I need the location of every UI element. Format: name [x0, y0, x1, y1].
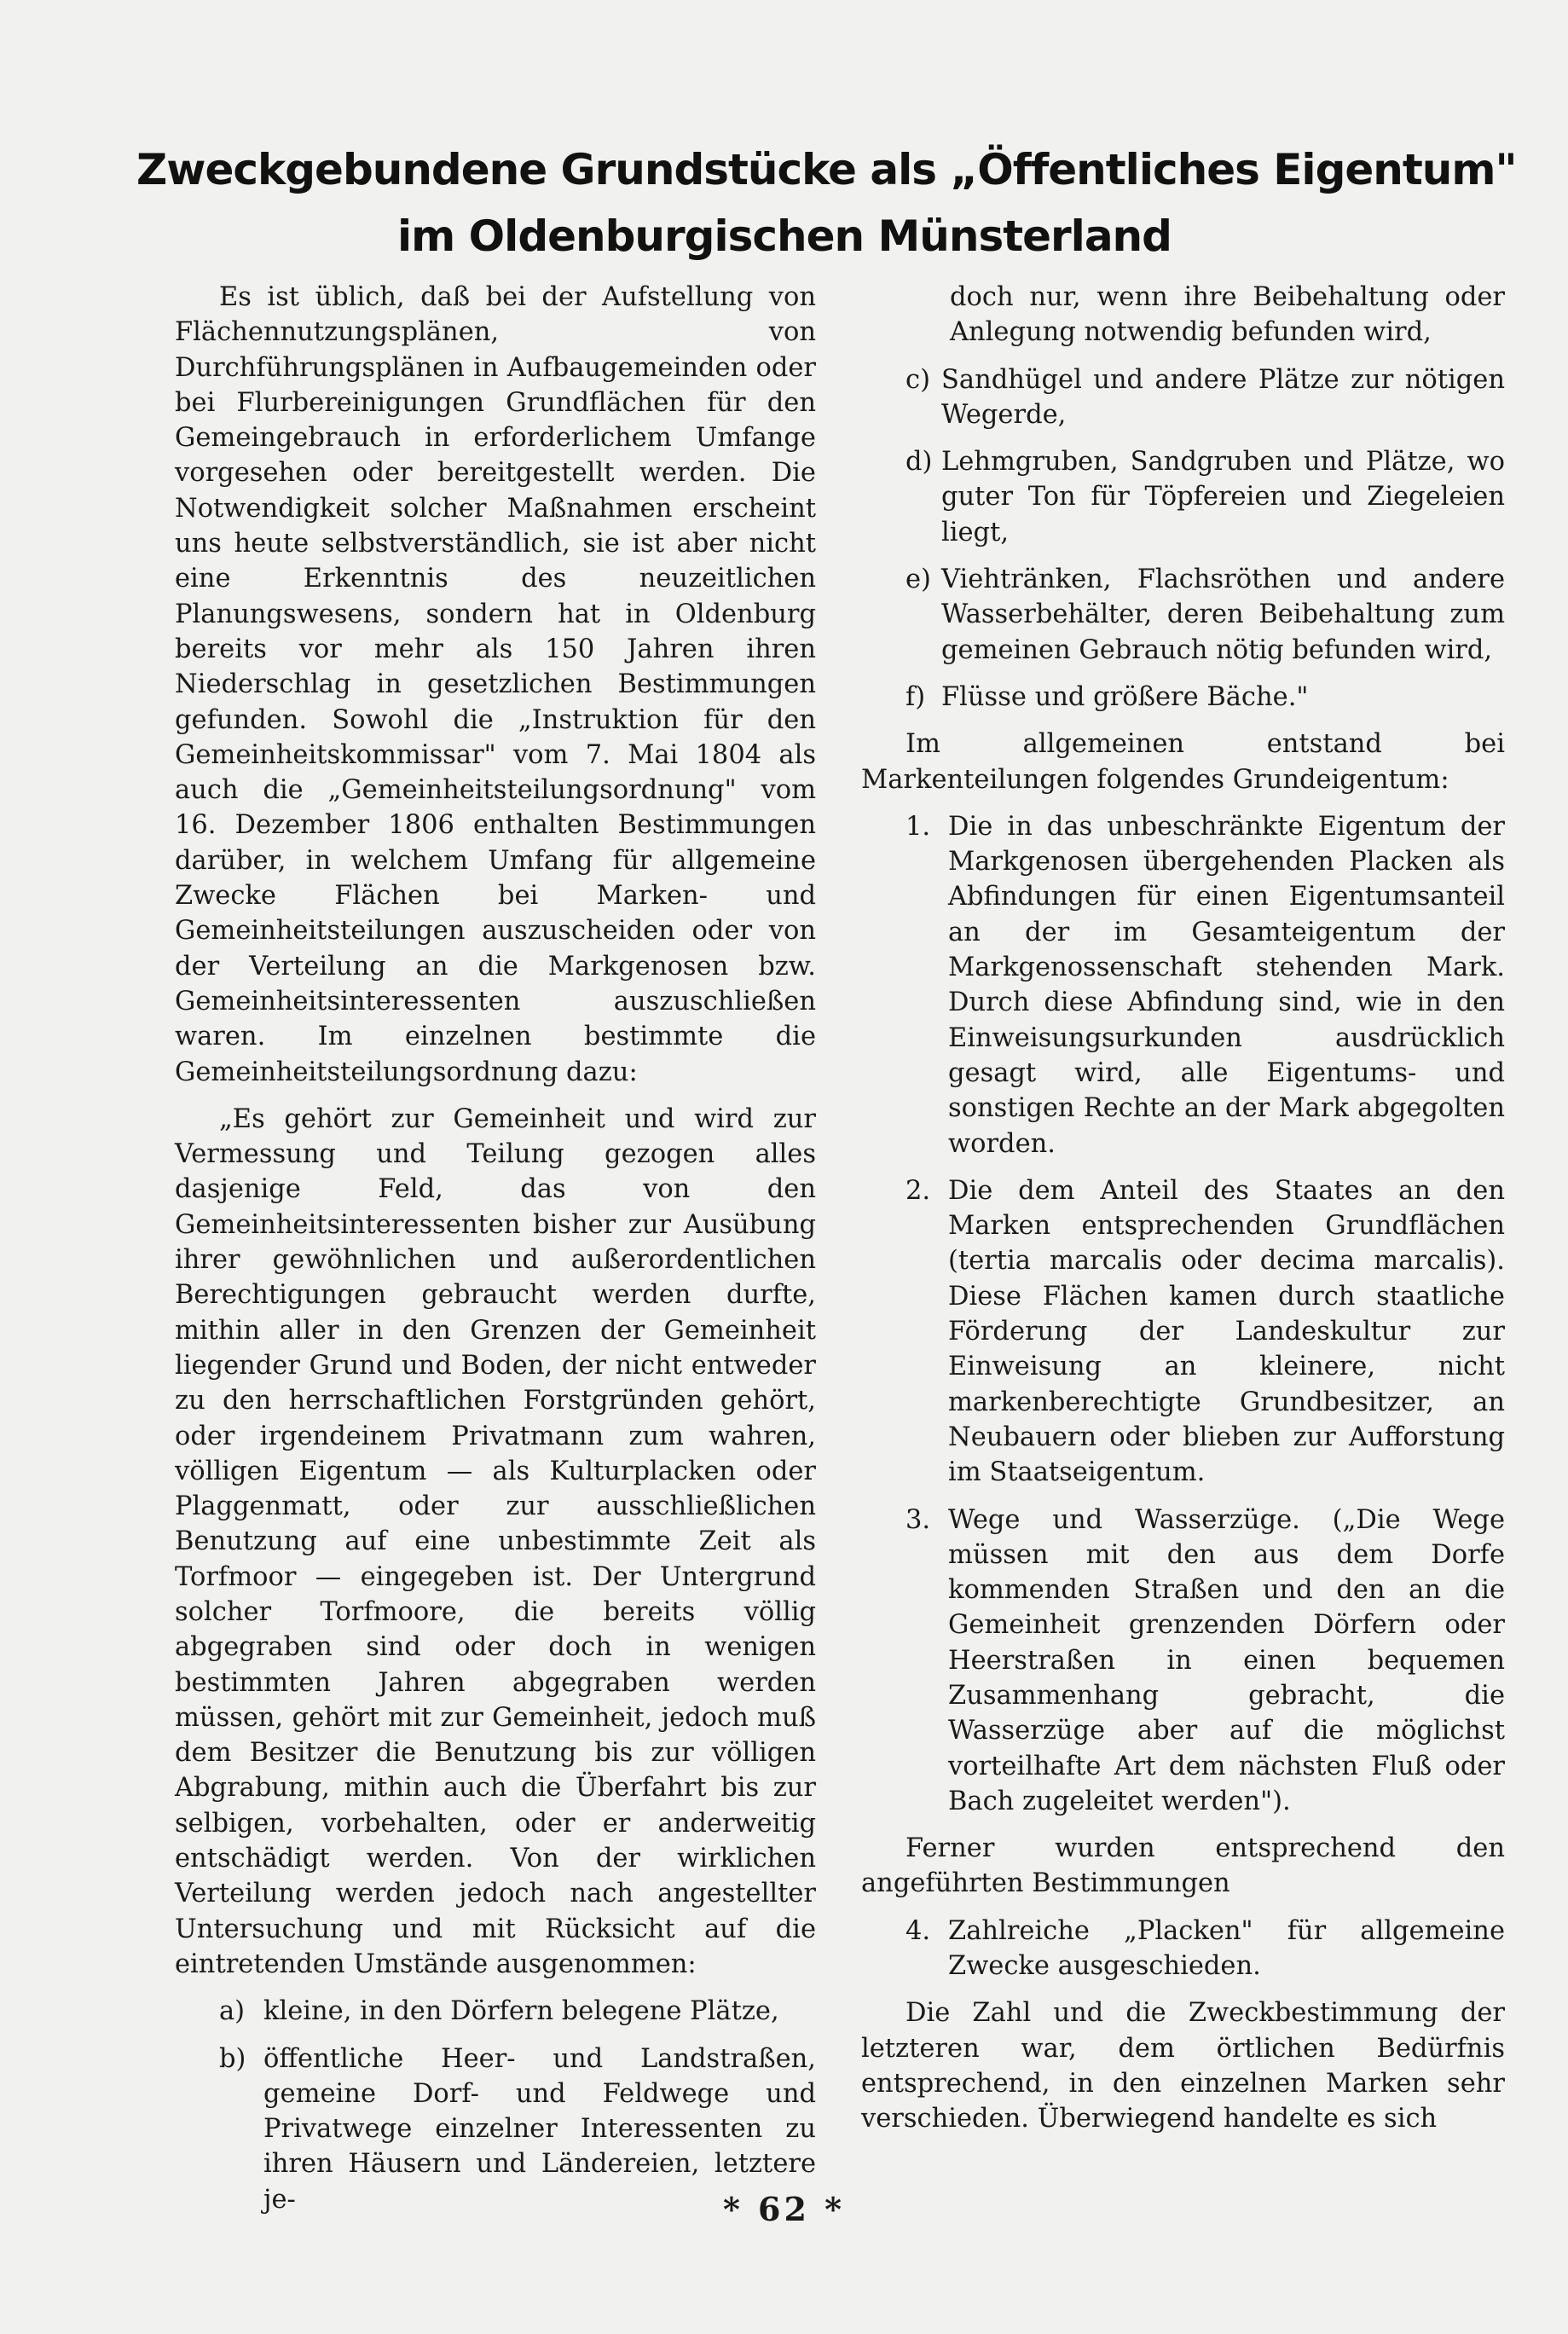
list-item: [861, 562, 1505, 668]
list-item: [861, 362, 1505, 433]
numbered-item-label: 2.: [906, 1175, 931, 1206]
quote-paragraph: „Es gehört zur Gemeinheit und wird zur Vermessung und Teilung gezogen alles dasjenige Feld, das von den Gemeinheitsinteressenten bisher zur Ausübung ihrer gewöhnlichen und außerordentlichen Berechtigungen gebraucht werden durfte, mithin aller in den Grenzen der Gemeinheit liegender Grund und Boden, der nicht entweder zu den herrschaftlichen Forstgründen gehört, oder irgendeinem Privatmann zum wahren, völligen Eigentum — als Kulturplacken oder Plaggenmatt, oder zur ausschließlichen Benutzung auf eine unbestimmte Zeit als Torfmoor — eingegeben ist. Der Untergrund solcher Torfmoore, die bereits völlig abgegraben sind oder doch in wenigen bestimmten Jahren abgegraben werden müssen, gehört mit zur Gemeinheit, jedoch muß dem Besitzer die Benutzung bis zur völligen Abgrabung, mithin auch die Überfahrt bis zur selbigen, vorbehalten, oder er anderweitig entschädigt werden. Von der wirklichen Verteilung werden jedoch nach angestellter Untersuchung und mit Rücksicht auf die eintretenden Umstände ausgenommen:: [175, 1103, 816, 1979]
numbered-item-text: Die dem Anteil des Staates an den Marken entsprechenden Grundflächen (tertia marcalis oder decima marcalis). Diese Flächen kamen durch staatliche Förderung der Landeskultur zur Einweisung an kleinere, nicht markenberechtigte Grundbesitzer, an Neubauern oder blieben zur Aufforstung im Staatseigentum.: [948, 1175, 1505, 1488]
title-line-2: im Oldenburgischen Münsterland: [397, 211, 1172, 261]
list-item-text: Viehtränken, Flachsröthen und andere Wasserbehälter, deren Beibehaltung zum gemeinen Gebrauch nötig befunden wird,: [941, 565, 1505, 665]
left-column: [175, 280, 816, 2217]
numbered-item-text: Zahlreiche „Placken" für allgemeine Zwecke ausgeschieden.: [948, 1915, 1505, 1982]
list-item-text: Flüsse und größere Bäche.": [941, 681, 1309, 712]
title-line-1: Zweckgebundene Grundstücke als „Öffentliches Eigentum": [136, 145, 1517, 194]
numbered-item-label: 3.: [906, 1504, 931, 1535]
page-number: * 62 *: [722, 2190, 846, 2228]
numbered-item: [861, 1914, 1505, 1984]
numbered-item-text: Die in das unbeschränkte Eigentum der Markgenosen übergehenden Placken als Abfindungen für einen Eigentumsanteil an der im Gesamteigentum der Markgenossenschaft stehenden Mark. Durch diese Abfindung sind, wie in den Einweisungsurkunden ausdrücklich gesagt wird, alle Eigentums- und sonstigen Rechte an der Mark abgegolten worden.: [948, 811, 1505, 1159]
list-item-text: kleine, in den Dörfern belegene Plätze,: [263, 1996, 779, 2027]
list-item: [861, 680, 1505, 715]
numbered-item: [861, 1173, 1505, 1491]
numbered-item-text: Wege und Wasserzüge. („Die Wege müssen mit den aus dem Dorfe kommenden Straßen und den an die Gemeinheit grenzenden Dörfern oder Heerstraßen in einen bequemen Zusammenhang gebracht, die Wasserzüge aber auf die möglichst vorteilhafte Art dem nächsten Fluß oder Bach zugeleitet werden").: [948, 1504, 1505, 1816]
numbered-item: [861, 1503, 1505, 1820]
intro-paragraph: Es ist üblich, daß bei der Aufstellung von Flächennutzungsplänen, von Durchführungsplänen in Aufbaugemeinden oder bei Flurbereinigungen Grundflächen für den Gemeingebrauch in erforderlichem Umfange vorgesehen oder bereitgestellt werden. Die Notwendigkeit solcher Maßnahmen erscheint uns heute selbstverständlich, sie ist aber nicht eine Erkenntnis des neuzeitlichen Planungswesens, sondern hat in Oldenburg bereits vor mehr als 150 Jahren ihren Niederschlag in gesetzlichen Bestimmungen gefunden. Sowohl die „Instruktion für den Gemeinheitskommissar" vom 7. Mai 1804 als auch die „Gemeinheitsteilungsordnung" vom 16. Dezember 1806 enthalten Bestimmungen darüber, in welchem Umfang für allgemeine Zwecke Flächen bei Marken- und Gemeinheitsteilungen auszuscheiden oder von der Verteilung an die Markgenosen bzw. Gemeinheitsinteressenten auszuschließen waren. Im einzelnen bestimmte die Gemeinheitsteilungsordnung dazu:: [175, 282, 816, 1087]
list-item-label: e): [906, 565, 931, 595]
list-item-label: c): [906, 364, 930, 395]
article-title: [136, 136, 1517, 269]
ferner-paragraph: Ferner wurden entsprechend den angeführten Bestimmungen: [861, 1833, 1505, 1899]
list-item-text: öffentliche Heer- und Landstraßen, gemeine Dorf- und Feldwege und Privatwege einzelner Interessenten zu ihren Häusern und Ländereien, letztere je-: [263, 2043, 816, 2215]
general-paragraph: Im allgemeinen entstand bei Markenteilungen folgendes Grundeigentum:: [861, 729, 1505, 795]
numbered-item-label: 1.: [906, 811, 931, 842]
list-item: [175, 1994, 816, 2029]
list-item-label: a): [219, 1996, 246, 2027]
right-column: [861, 280, 1505, 2137]
list-item-text: Lehmgruben, Sandgruben und Plätze, wo guter Ton für Töpfereien und Ziegeleien liegt,: [941, 447, 1505, 547]
list-item-label: d): [906, 447, 933, 478]
continuation-text: doch nur, wenn ihre Beibehaltung oder Anlegung notwendig befunden wird,: [950, 282, 1505, 348]
list-item-text: Sandhügel und andere Plätze zur nötigen Wegerde,: [941, 364, 1505, 430]
list-item-label: b): [219, 2043, 246, 2074]
list-item: [861, 444, 1505, 550]
list-item-label: f): [906, 681, 926, 712]
closing-paragraph: Die Zahl und die Zweckbestimmung der letzteren war, dem örtlichen Bedürfnis entsprechend, in den einzelnen Marken sehr verschieden. Überwiegend handelte es sich: [861, 1998, 1505, 2134]
numbered-item-label: 4.: [906, 1915, 931, 1946]
numbered-item: [861, 809, 1505, 1161]
